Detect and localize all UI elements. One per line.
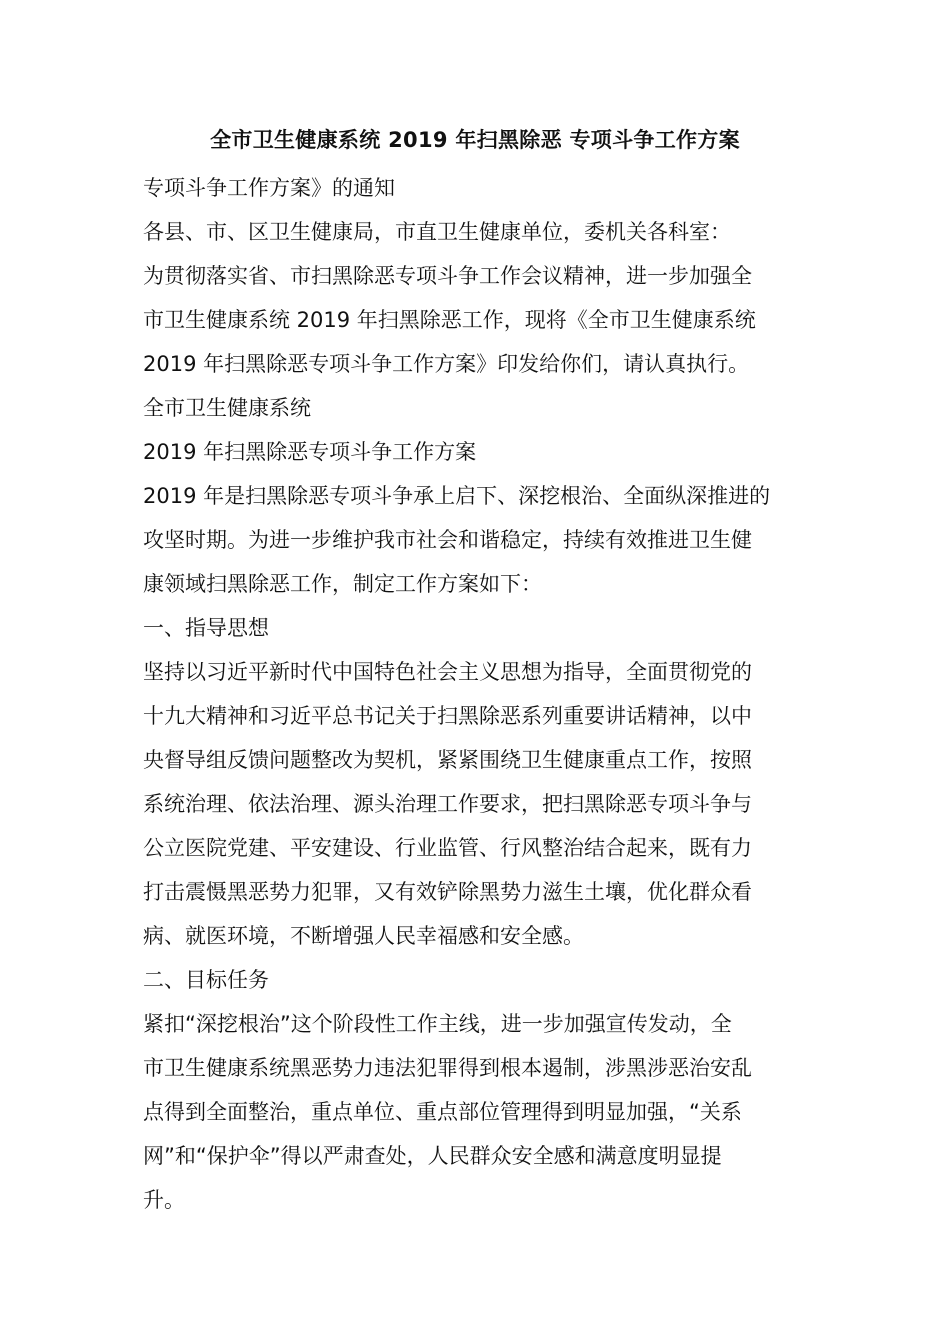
paragraph-line: 点得到全面整治，重点单位、重点部位管理得到明显加强，“关系 xyxy=(143,1100,742,1124)
paragraph-line: 网”和“保护伞”得以严肃查处，人民群众安全感和满意度明显提 xyxy=(143,1144,722,1168)
addressee-line: 各县、市、区卫生健康局，市直卫生健康单位，委机关各科室： xyxy=(143,220,731,244)
paragraph-line: 2019 年是扫黑除恶专项斗争承上启下、深挖根治、全面纵深推进的 xyxy=(143,484,771,508)
paragraph-line: 十九大精神和习近平总书记关于扫黑除恶系列重要讲话精神，以中 xyxy=(143,704,752,728)
paragraph-line: 康领域扫黑除恶工作，制定工作方案如下： xyxy=(143,572,542,596)
notice-title-line: 专项斗争工作方案》的通知 xyxy=(143,176,395,200)
paragraph-line: 2019 年扫黑除恶专项斗争工作方案》印发给你们，请认真执行。 xyxy=(143,352,750,376)
section-heading-goals: 二、目标任务 xyxy=(143,968,269,992)
document-title: 全市卫生健康系统 2019 年扫黑除恶 专项斗争工作方案 xyxy=(210,128,740,152)
paragraph-line: 紧扣“深挖根治”这个阶段性工作主线，进一步加强宣传发动，全 xyxy=(143,1012,732,1036)
paragraph-line: 市卫生健康系统黑恶势力违法犯罪得到根本遏制，涉黑涉恶治安乱 xyxy=(143,1056,752,1080)
paragraph-line: 打击震慑黑恶势力犯罪，又有效铲除黑势力滋生土壤，优化群众看 xyxy=(143,880,752,904)
paragraph-line: 坚持以习近平新时代中国特色社会主义思想为指导，全面贯彻党的 xyxy=(143,660,752,684)
paragraph-line: 为贯彻落实省、市扫黑除恶专项斗争工作会议精神，进一步加强全 xyxy=(143,264,752,288)
section-heading-guiding-ideology: 一、指导思想 xyxy=(143,616,269,640)
heading-line: 全市卫生健康系统 xyxy=(143,396,311,420)
paragraph-line: 升。 xyxy=(143,1188,185,1212)
paragraph-line: 央督导组反馈问题整改为契机，紧紧围绕卫生健康重点工作，按照 xyxy=(143,748,752,772)
paragraph-line: 市卫生健康系统 2019 年扫黑除恶工作，现将《全市卫生健康系统 xyxy=(143,308,756,332)
paragraph-line: 攻坚时期。为进一步维护我市社会和谐稳定，持续有效推进卫生健 xyxy=(143,528,752,552)
document-body xyxy=(143,166,808,1222)
heading-line: 2019 年扫黑除恶专项斗争工作方案 xyxy=(143,440,477,464)
paragraph-line: 公立医院党建、平安建设、行业监管、行风整治结合起来，既有力 xyxy=(143,836,752,860)
paragraph-line: 系统治理、依法治理、源头治理工作要求，把扫黑除恶专项斗争与 xyxy=(143,792,752,816)
paragraph-line: 病、就医环境，不断增强人民幸福感和安全感。 xyxy=(143,924,584,948)
